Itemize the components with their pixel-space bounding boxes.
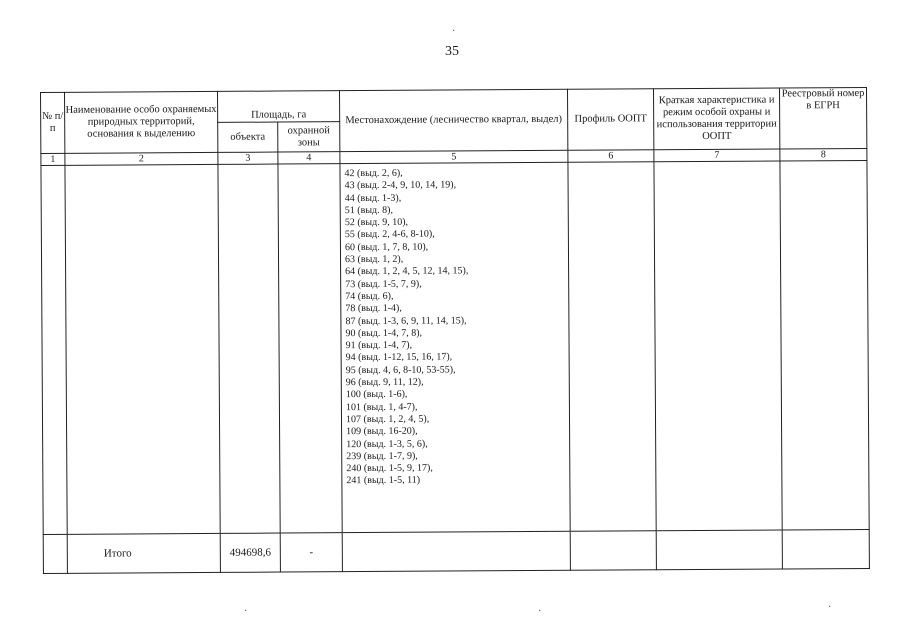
column-number: 1 <box>41 153 65 165</box>
location-entry: 95 (выд. 4, 6, 8-10, 53-55), <box>345 364 456 376</box>
location-entry: 239 (выд. 1-7, 9), <box>346 450 418 462</box>
location-entry: 44 (выд. 1-3), <box>344 192 402 204</box>
header-area-object: объекта <box>218 122 278 152</box>
oopt-table <box>40 87 870 574</box>
header-name: Наименование особо охраняемых природных территорий, основания к выделению <box>65 91 218 153</box>
location-entry: 87 (выд. 1-3, 6, 9, 11, 14, 15), <box>345 314 467 327</box>
location-entry: 107 (выд. 1, 2, 4, 5), <box>345 413 430 426</box>
column-number: 5 <box>340 150 568 163</box>
document-table-wrapper <box>40 87 869 580</box>
scan-speck: · <box>244 606 248 617</box>
cell-num <box>41 165 67 534</box>
header-area-zone: охранной зоны <box>278 122 340 152</box>
location-entry: 109 (выд. 16-20), <box>346 425 418 438</box>
location-list <box>340 163 569 488</box>
total-area-object: 494698,6 <box>220 533 280 572</box>
column-number: 7 <box>654 149 780 162</box>
location-entry: 64 (выд. 1, 2, 4, 5, 12, 14, 15), <box>345 265 469 278</box>
location-entry: 120 (выд. 1-3, 5, 6), <box>346 438 428 450</box>
location-entry: 55 (выд. 2, 4-6, 8-10), <box>344 229 435 241</box>
location-entry: 52 (выд. 9, 10), <box>344 216 409 229</box>
cell-characteristic <box>654 161 782 531</box>
column-number: 8 <box>780 148 867 161</box>
total-label: Итого <box>67 533 220 573</box>
total-profile <box>570 531 656 571</box>
header-num: № п/п <box>41 92 65 153</box>
header-registry: Реестровый номер в ЕГРН <box>780 87 867 149</box>
total-location <box>342 531 570 571</box>
header-area: Площадь, га <box>217 91 339 123</box>
cell-profile <box>568 162 656 532</box>
total-num <box>43 534 67 573</box>
scan-speck: · <box>452 26 456 37</box>
location-entry: 51 (выд. 8), <box>344 204 393 217</box>
column-number: 2 <box>65 152 218 165</box>
scan-speck: · <box>828 602 832 613</box>
column-number: 3 <box>218 152 278 164</box>
total-registry <box>782 529 869 569</box>
location-entry: 60 (выд. 1, 7, 8, 10), <box>344 241 429 253</box>
header-characteristic: Краткая характеристика и режим особой охраны и использования территории ООПТ <box>654 88 780 150</box>
location-entry: 96 (выд. 9, 11, 12), <box>345 376 424 389</box>
location-entry: 90 (выд. 1-4, 7, 8), <box>345 327 423 339</box>
location-entry: 91 (выд. 1-4, 7), <box>345 339 413 352</box>
header-row <box>41 87 867 123</box>
header-location: Местонахождение (лесничество квартал, выдел) <box>340 89 568 151</box>
cell-name <box>65 164 220 534</box>
location-entry: 73 (выд. 1-5, 7, 9), <box>345 278 422 290</box>
page-number: 35 <box>445 44 459 59</box>
cell-registry <box>780 160 869 530</box>
location-entry: 78 (выд. 1-4), <box>345 303 402 315</box>
header-profile: Профиль ООПТ <box>568 89 654 151</box>
column-number: 4 <box>278 152 340 164</box>
total-area-zone: - <box>280 533 342 572</box>
total-row <box>43 529 869 573</box>
cell-area-object <box>218 164 280 533</box>
location-entry: 100 (выд. 1-6), <box>345 389 408 401</box>
location-entry: 240 (выд. 1-5, 9, 17), <box>346 462 433 475</box>
table-row <box>41 160 869 534</box>
location-entry: 101 (выд. 1, 4-7), <box>345 401 418 413</box>
column-number: 6 <box>568 150 654 163</box>
location-entry: 43 (выд. 2-4, 9, 10, 14, 19), <box>344 179 457 192</box>
cell-area-zone <box>278 164 342 533</box>
location-entry: 94 (выд. 1-12, 15, 16, 17), <box>345 351 453 364</box>
location-entry: 241 (выд. 1-5, 11) <box>346 475 421 487</box>
location-entry: 63 (выд. 1, 2), <box>345 253 404 266</box>
location-entry: 42 (выд. 2, 6), <box>344 167 403 180</box>
scan-speck: · <box>538 606 542 617</box>
cell-location <box>340 162 570 532</box>
total-characteristic <box>656 530 782 570</box>
location-entry: 74 (выд. 6), <box>345 290 394 303</box>
